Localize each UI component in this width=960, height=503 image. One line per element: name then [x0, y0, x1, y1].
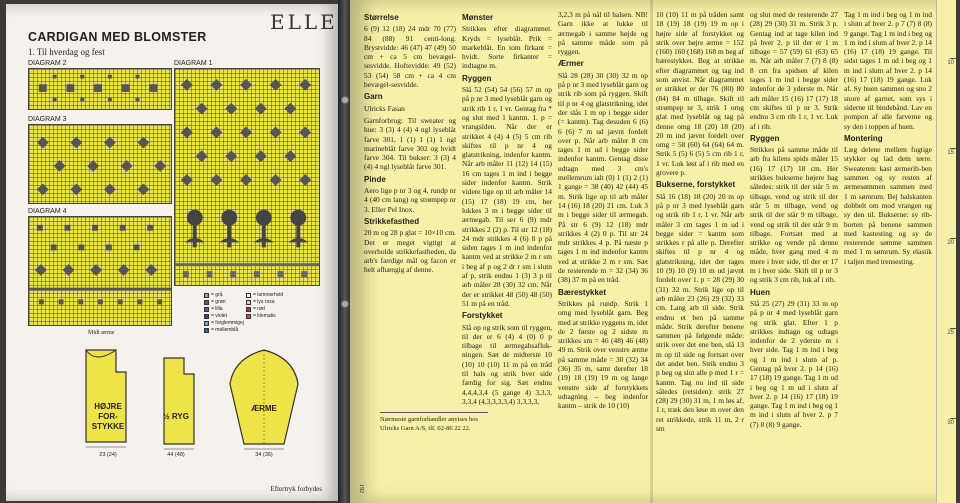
diagram-3-label: DIAGRAM 3: [28, 116, 67, 123]
back-schematic: [154, 354, 214, 454]
legend-item: = forglemmigej: [204, 320, 244, 327]
section-body: Strikkes på rundp. Strik 1 omg med lyseblåt garn. Beg med at strikke ryggens m, idet de 2 første og 2 sidste m strikkes sm = 46 (48) 46 (48) 49 m. Strik over venstre ærme på samme måde = 30 (32) 34 (36) 35 m, samt derefter 18 (19) 18 (19) 19 m og lange venstre side af forstykkets udtagning – beg indenfor kantm – strik de 10 (10): [558, 298, 648, 411]
measuring-ruler: [936, 0, 956, 503]
diagram-1-label: DIAGRAM 1: [174, 60, 213, 67]
page-fold: [650, 0, 653, 503]
sleeve-schematic: [224, 344, 304, 454]
section-heading: Ryggen: [750, 133, 780, 143]
legend-swatch: [204, 328, 209, 333]
front-schematic: [36, 342, 136, 452]
diagram-2-label: DIAGRAM 2: [28, 60, 67, 67]
copyright-note: Eftertryk forbydes: [270, 485, 322, 493]
ruler-mark: 20: [947, 240, 954, 246]
binder-hole: [341, 300, 349, 308]
legend-swatch: [246, 307, 251, 312]
sleeve-dim-bottom: 34 (36): [255, 452, 273, 458]
section-body: Garnforbrug: Til sweater og hue: 3 (3) 4 (4) 4 ngl lyseblåt farve 301, 1 (1) 1 (1) 1 ngl marineblåt farve 302 og hvidt farve 304. Til bukser: 3 (3) 4 (4) 4 ngl lyseblåt farve 301.: [364, 115, 456, 172]
diagram-4-label: DIAGRAM 4: [28, 208, 67, 215]
legend-item: = grå: [204, 292, 244, 299]
sleeve-label: ÆRME: [251, 404, 277, 413]
section-heading: Størrelse: [364, 13, 399, 22]
legend-swatch: [204, 293, 209, 298]
front-label-1: HØJRE: [94, 402, 122, 411]
legend-item: = grøn: [204, 299, 244, 306]
section-heading: Pinde: [364, 174, 386, 184]
legend-item: = mellemblå: [204, 327, 244, 334]
section-heading: Bukserne, forstykket: [656, 180, 736, 190]
text-column-5: [750, 10, 838, 500]
section-body: Ulricks Fasan: [364, 103, 405, 113]
page-title: CARDIGAN MED BLOMSTER: [28, 30, 207, 44]
text-column-2: [462, 10, 552, 500]
binder-hole: [341, 96, 349, 104]
back-dim-bottom: 44 (48): [167, 452, 185, 458]
back-label: ½ RYG: [163, 412, 189, 421]
magazine-logo: ELLE: [270, 10, 338, 34]
legend-swatch: [246, 314, 251, 319]
legend-item: = rød: [246, 306, 283, 313]
section-body: Strikkes efter diagrammet. Kryds = lyseblåt. Prik = markeblåt. En tom firkant = hvidt. Sorte firkanter = indtagne m.: [462, 24, 552, 71]
text-column-4: [656, 10, 744, 500]
page-number: 192: [358, 484, 364, 493]
legend-swatch: [204, 314, 209, 319]
section-heading: Montering: [844, 133, 883, 143]
ruler-mark: 25: [947, 330, 954, 336]
legend-swatch: [246, 300, 251, 305]
diagram-1-chart: [174, 68, 320, 286]
section-heading: Ærmer: [558, 59, 584, 69]
section-heading: Huen: [750, 287, 770, 297]
legend-item: = lilla: [204, 306, 244, 313]
section-body: 3,2,3 m på nål til halsen. NB! Garn ikke at lukke til ærmegab i samme højde og på samme måde som på ryggen.: [558, 10, 648, 57]
section-body: 10 (10) 11 m på tråden samt 18 (19) 18 (19) 19 m op i højre side af forstykket og strik over højre ærme = 152 (160) 160 (168) 168 m beg af bærestykket. Beg at strikke efter diagrammet og tag ind som anvist. Når diagrammet er strikket er der 76 (80) 80 (84) 84 m tilbage. Skift til strømpep nr 3, strik 1 omg glat med lyseblåt og tag på denne omg 18 (20) 18 (20) 20 m ind jævnt fordelt over omg = 58 (60) 64 (64) 64 m. Strik 5 (5) 6 (5) 5 cm rib 1 r, 1 vr. Luk løst af i rib med en grovere p.: [656, 10, 744, 178]
legend-swatch: [204, 321, 209, 326]
left-page: [6, 4, 340, 501]
front-dim-bottom: 23 (24): [99, 452, 117, 458]
section-body: Slå 28 (28) 30 (30) 32 m op på p nr 3 med lyseblåt garn og strik rib som på ryggen. Skift til p nr 4 og glatstrikning, idet der slås 1 m op i begge sider (= kantm). Tag desuden 6 (6) 6 (6) 7 m ud jævnt fordelt over p. Når arb måler 8 cm tages 1 m ud i begge sider indenfor kantm. Gentag disse udtagn med 3 cm's mellemrum ialt (0) 1 (1) 2 (1) 1 gange = 38 (40) 42 (44) 45 m. Strik lige op til arb måler 14 (16) 18 (20) 21 cm. Luk 3 m i begge sider til ærmegab. På str 6 (9) 12 (18) mdr strikkes 4 (2) 0 p. Til str 24 mdr strikkes 4 p. På næste p tages 1 m ind indenfor kantm ved at strikke 2 m r sm. Sæt de resterende m = 32 (34) 36 (38) 37 m på en tråd.: [558, 70, 648, 285]
legend-item: = klematis: [246, 313, 283, 320]
diagram-2-chart: [28, 68, 172, 110]
front-label-2: FOR-: [98, 412, 118, 421]
diagram-4-chart: [28, 216, 172, 326]
section-body: 6 (9) 12 (18) 24 mdr 70 (77) 84 (88) 91 centi-long. Brystvidde: 46 (47) 47 (49) 50 cm + ca 5 cm bevægel-sesvidde. Hoftevidde: 49 (52) 53 (54) 58 cm + ca 4 cm bevægel-sesvidde.: [364, 24, 456, 90]
yarn-retailer-note: Nærmeste garnforhandler anvises hos Ulricks Garn A/S, tlf. 02-86 22 22.: [380, 412, 488, 433]
section-body: Slå 16 (18) 18 (20) 20 m op på p nr 3 med lyseblåt garn og strik rib 1 r, 1 vr. Når arb måler 3 cm tages 1 m ud i begge sider = kantm som strikkes r på alle p. Derefter skiftes til p nr 4 og glatstrikning, idet der tages 10 (9) 10 (9) 10 m ud jævnt fordelt over 1. p = 28 (29) 30 (31) 32 m. Strik lige op til arb måler 23 (26) 29 (32) 33 cm. Lang arb til side. Strik endnu et ben på samme måde. Strik derefter benene sammen på følgende måde: strik over det ene ben, slå 13 m op til side og fortsæt over det andet ben. Strik endnu 3 p beg og slut alle p med 1 r = kantm. Tag nu ind til side således (retsiden): strik 27 (28) 29 (30) 31 m, 1 m løs af, 1 r, træk den løse m over den ret strikkede, strik 11 m, 2 r sm: [656, 191, 744, 434]
ruler-mark: 15: [947, 150, 954, 156]
legend-swatch: [204, 307, 209, 312]
front-label-3: STYKKE: [91, 422, 125, 431]
legend-swatch: [204, 300, 209, 305]
color-legend: [204, 292, 244, 334]
section-heading: Mønster: [462, 13, 494, 22]
section-body: og slut med de resterende 27 (28) 29 (30) 31 m. Strik 3 p. Gentag ind at tage kilen ind på hver 2. p til der er 1 m tilbage = 57 (59) 61 (63) 65 m. Når arb måler 7 (7) 8 (8) 8 cm fra spidsen af kilen tages 1 m ind i begge sider indenfor de 3 yderste m. Når arb måler 15 (16) 17 (17) 18 cm skiftes til p nr 3. Strik endnu 3 cm rib 1 r, 1 vr. Luk af i rib.: [750, 10, 838, 131]
section-heading: Forstykket: [462, 311, 503, 321]
text-column-3: [558, 10, 648, 500]
section-body: Læg delene mellem fugtige stykker og lad dem tørre. Sweateren: kast ærmerib-ben sammen og sy resten af ærmesømmen sammen med 1 m sømrum. Bej halskanten dobbelt om mod vrangen og sy den til. Bukserne: sy rib-borten på benene sammen med kastesting og sy de resterende sømme sammen med 1 m sømrum. Sy elastik i taljen med trensesting.: [844, 145, 932, 266]
legend-item: = lys rosa: [246, 299, 283, 306]
ruler-mark: 10: [947, 60, 954, 66]
legend-swatch: [246, 293, 251, 298]
section-body: 20 m og 28 p glat = 10×10 cm. Det er meget vigtigt at overholde strikkefastheden, da arb's færdige mål og facon er helt afhængig af denne.: [364, 228, 456, 275]
section-heading: Strikkefasthed: [364, 216, 420, 226]
section-heading: Ryggen: [462, 73, 492, 83]
section-heading: Bærestykket: [558, 287, 607, 297]
page-subtitle: 1. Til hverdag og fest: [28, 47, 105, 57]
sleeve-center-label: Midt ærme: [88, 330, 115, 336]
right-page: [350, 0, 956, 503]
ruler-mark: 30: [947, 420, 954, 426]
section-body: Tag 1 m ind i beg og 1 m ind i slutn af hver 2. p 7 (7) 8 (8) 9 gange. Tag 1 m ind i beg og 1 m ind i slutn af hver 2. p 14 (16) 17 (18) 19 gange. Til sidst tages 1 m ud i beg og 1 m ind i slutn af hver 2. p 14 (16) 17 (18) 19 gange. Luk af. Sy huen sammen og sno 2 snore af garnet, som sys i siderne til bindebånd. Lav en pompon af alle farverne og sy den i toppen af huen.: [844, 10, 932, 131]
section-body: Slå 25 (27) 29 (31) 33 m op på p nr 4 med lyseblåt garn og strik glat. Efter 1 p strikkes indtagn og udtagn indenfor de 2 yderste m i hver side. Tag 1 m ind i beg og 1 m ind i slutn af p. Gentag på hver 2. p 14 (16) 17 (18) 19 gange. Tag 1 m ud i beg og 1 m ud i slutn af hver 2. p 14 (16) 17 (18) 19 gange. Tag 1 m ind i beg og 1 m ind i slutn af hver 2. p 7 (7) 8 (8) 9 gange.: [750, 298, 838, 429]
color-legend-2: [246, 292, 283, 320]
legend-item: = violet: [204, 313, 244, 320]
section-body: Slå 52 (54) 54 (56) 57 m op på p nr 3 med lyseblåt garn og strik rib 1 r, 1 vr. Gentag fra * og slut med 1 kantm. 1. p = vrangsiden. Når der er strikket 4 (4) 4 (5) 5 cm rib skiftes til p nr 4 og glatstrikning, indenfor kantm. Når arb måler 11 (12) 14 (15) 16 cm tages 1 m ind i begge sider indenfor kantm. Strik videre lige op til arb måler 14 (15) 17 (18) 19 cm, her lukkes 3 m i begge sider til ærmegab. Til ser 6 (9) mdr strikkes 2 (2) p. Til str 12 (18) 24 mdr strikkes 4 (6) 8 p på siden tages 1 m ind indenfor kantm ved at strikke 2 m r sm i beg af p og 2 dr r sm i slutn af p, strik endnu 1 (3) 3 p til arb måler 28 (30) 32 cm. Når der er strikket 48 (50) 48 (50) 51 m på en tråd.: [462, 85, 552, 308]
section-body: Strikkes på samme måde til arb fra kilens spids måler 15 (16) 17 (17) 18 cm. Her strikkes bukserne højere bag således: strik til der står 5 m tilbage, vend og strik til der står 5 m tilbage, vend og strik til der står 9 m tilbage, vend og strik til der står 9 m tilbage. Fortsæt med at strikke og vende på denne måde, hver gang med 4 m mere i hver side, til der er 17 m i hver side. Skift til p nr 3 og strik 3 cm rib, luk af i rib.: [750, 145, 838, 285]
text-column-6: [844, 10, 932, 500]
diagram-3-chart: [28, 124, 172, 204]
legend-item: = lammerhvid: [246, 292, 283, 299]
section-heading: Garn: [364, 92, 383, 102]
section-body: Aero lige p nr 3 og 4, rundp nr 4 (40 cm lang) og strømpep nr 3. Eller Pel Inox.: [364, 186, 456, 214]
section-body: Slå op og strik som til ryggen, til der er 6 (4) 4 (0) 0 p tilbage til ærmegabsafluk-ningen. Sæt de midterste 10 (10) 10 (10) 11 m på en tråd til hals og strik hver side færdig for sig. Sæt endnu 4,4,4,3,4 (5 gange 4) 3,3,3, 3,3,4 (4,3,3,3,3,4) 3,3,3,3,: [462, 322, 552, 406]
